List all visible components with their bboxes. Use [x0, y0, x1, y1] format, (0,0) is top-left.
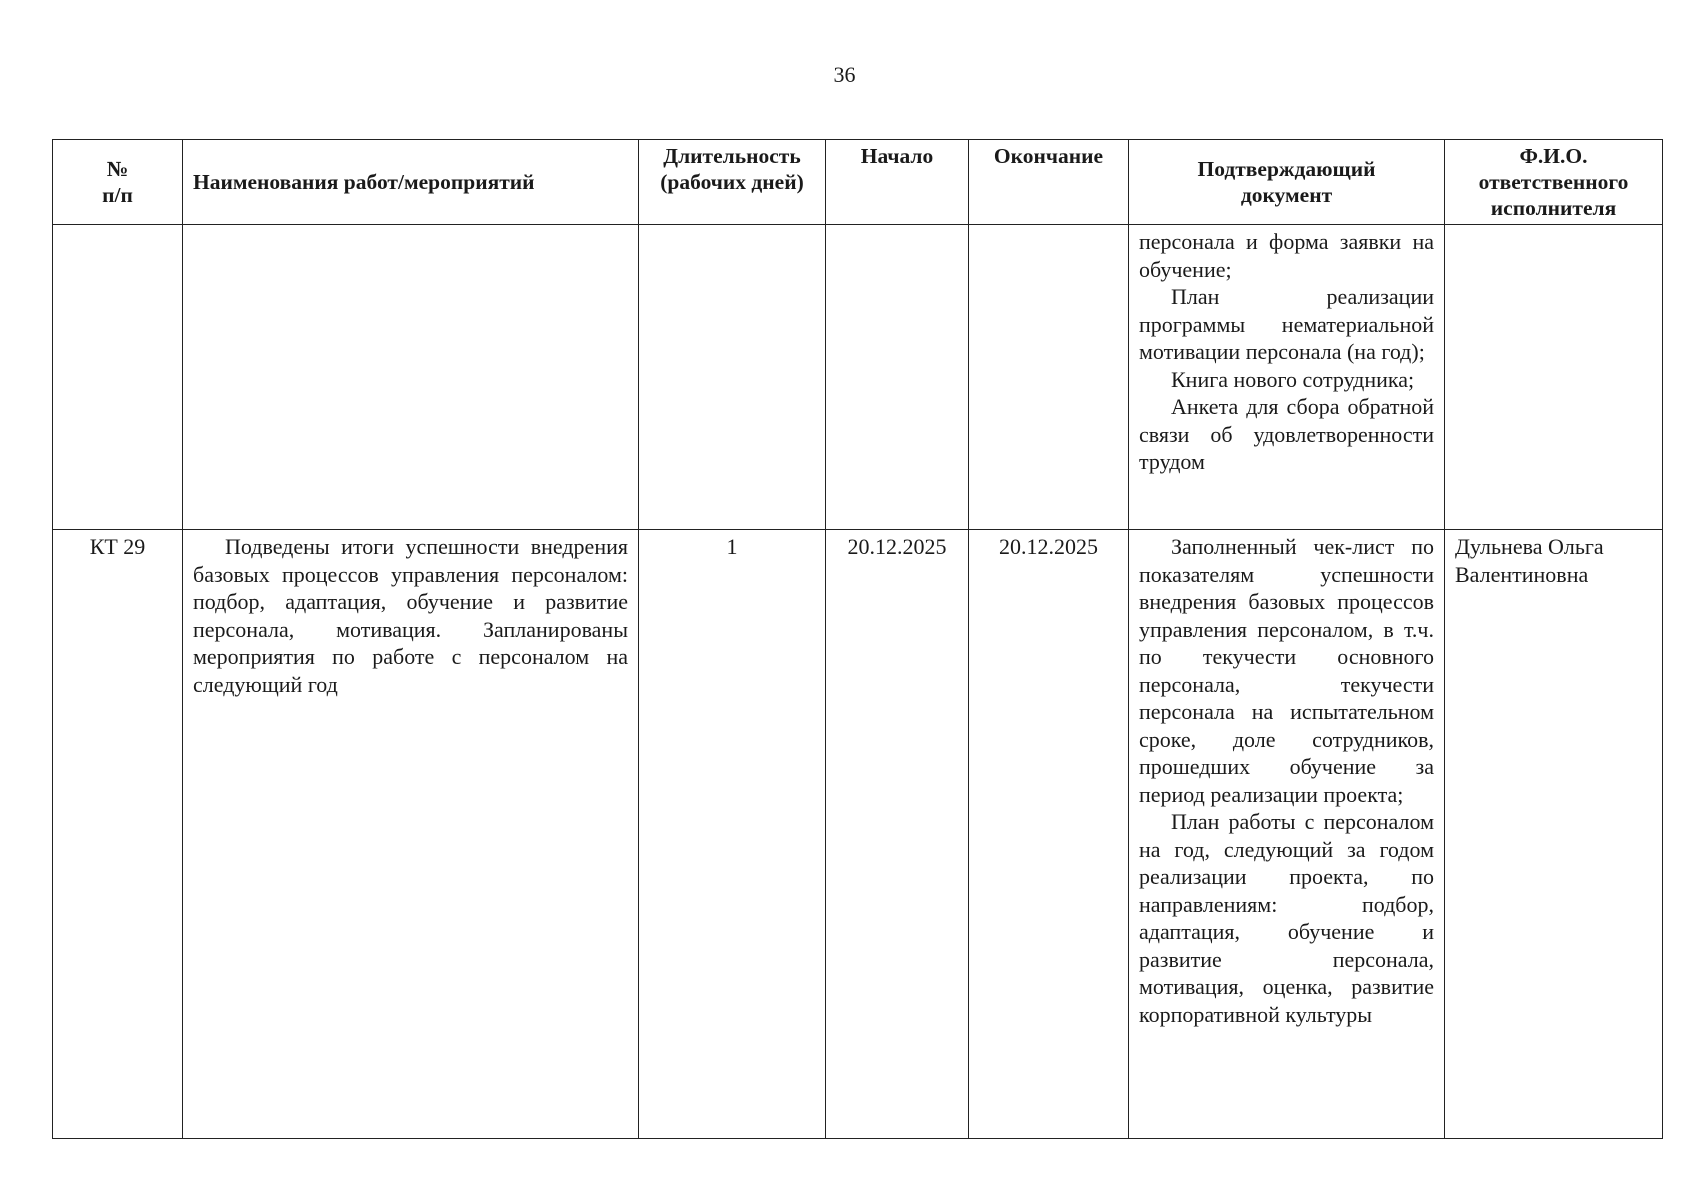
- cell-number: [53, 225, 183, 530]
- table-header-row: [53, 140, 1663, 225]
- header-responsible: Ф.И.О. ответственного исполнителя: [1445, 140, 1663, 225]
- document-paragraph: Анкета для сбора обратной связи об удовлетворенности трудом: [1139, 394, 1434, 474]
- table-row: [53, 530, 1663, 1139]
- cell-end: 20.12.2025: [969, 530, 1129, 1139]
- cell-end: [969, 225, 1129, 530]
- document-paragraph: персонала и форма заявки на обучение;: [1139, 229, 1434, 282]
- cell-start: [826, 225, 969, 530]
- document-paragraph: План реализации программы нематериальной мотивации персонала (на год);: [1139, 284, 1434, 364]
- cell-work-name: Подведены итоги успешности внедрения базовых процессов управления персоналом: подбор, адаптация, обучение и развитие персонала, мотивация. Запланированы мероприятия по работе с персоналом на следующий год: [183, 530, 639, 1139]
- cell-responsible: [1445, 225, 1663, 530]
- cell-document: [1129, 225, 1445, 530]
- cell-duration: 1: [639, 530, 826, 1139]
- header-number: № п/п: [53, 140, 183, 225]
- page-number: 36: [833, 62, 856, 87]
- cell-document: [1129, 530, 1445, 1139]
- cell-work-name: [183, 225, 639, 530]
- header-duration: Длительность (рабочих дней): [639, 140, 826, 225]
- cell-responsible: Дульнева Ольга Валентиновна: [1445, 530, 1663, 1139]
- cell-duration: [639, 225, 826, 530]
- work-plan-table: [52, 139, 1663, 1139]
- document-paragraph: План работы с персоналом на год, следующий за годом реализации проекта, по направлениям: подбор, адаптация, обучение и развитие персонала, мотивация, оценка, развитие корпоративной культуры: [1139, 809, 1434, 1027]
- table-row-continuation: [53, 225, 1663, 530]
- header-end: Окончание: [969, 140, 1129, 225]
- header-work-name: Наименования работ/мероприятий: [183, 140, 639, 225]
- header-document: Подтверждающий документ: [1129, 140, 1445, 225]
- cell-start: 20.12.2025: [826, 530, 969, 1139]
- document-paragraph: Заполненный чек-лист по показателям успешности внедрения базовых процессов управления персоналом, в т.ч. по текучести основного персонала, текучести персонала на испытательном сроке, доле сотрудников, прошедших обучение за период реализации проекта;: [1139, 534, 1434, 807]
- header-start: Начало: [826, 140, 969, 225]
- document-paragraph: Книга нового сотрудника;: [1171, 366, 1415, 392]
- cell-number: КТ 29: [53, 530, 183, 1139]
